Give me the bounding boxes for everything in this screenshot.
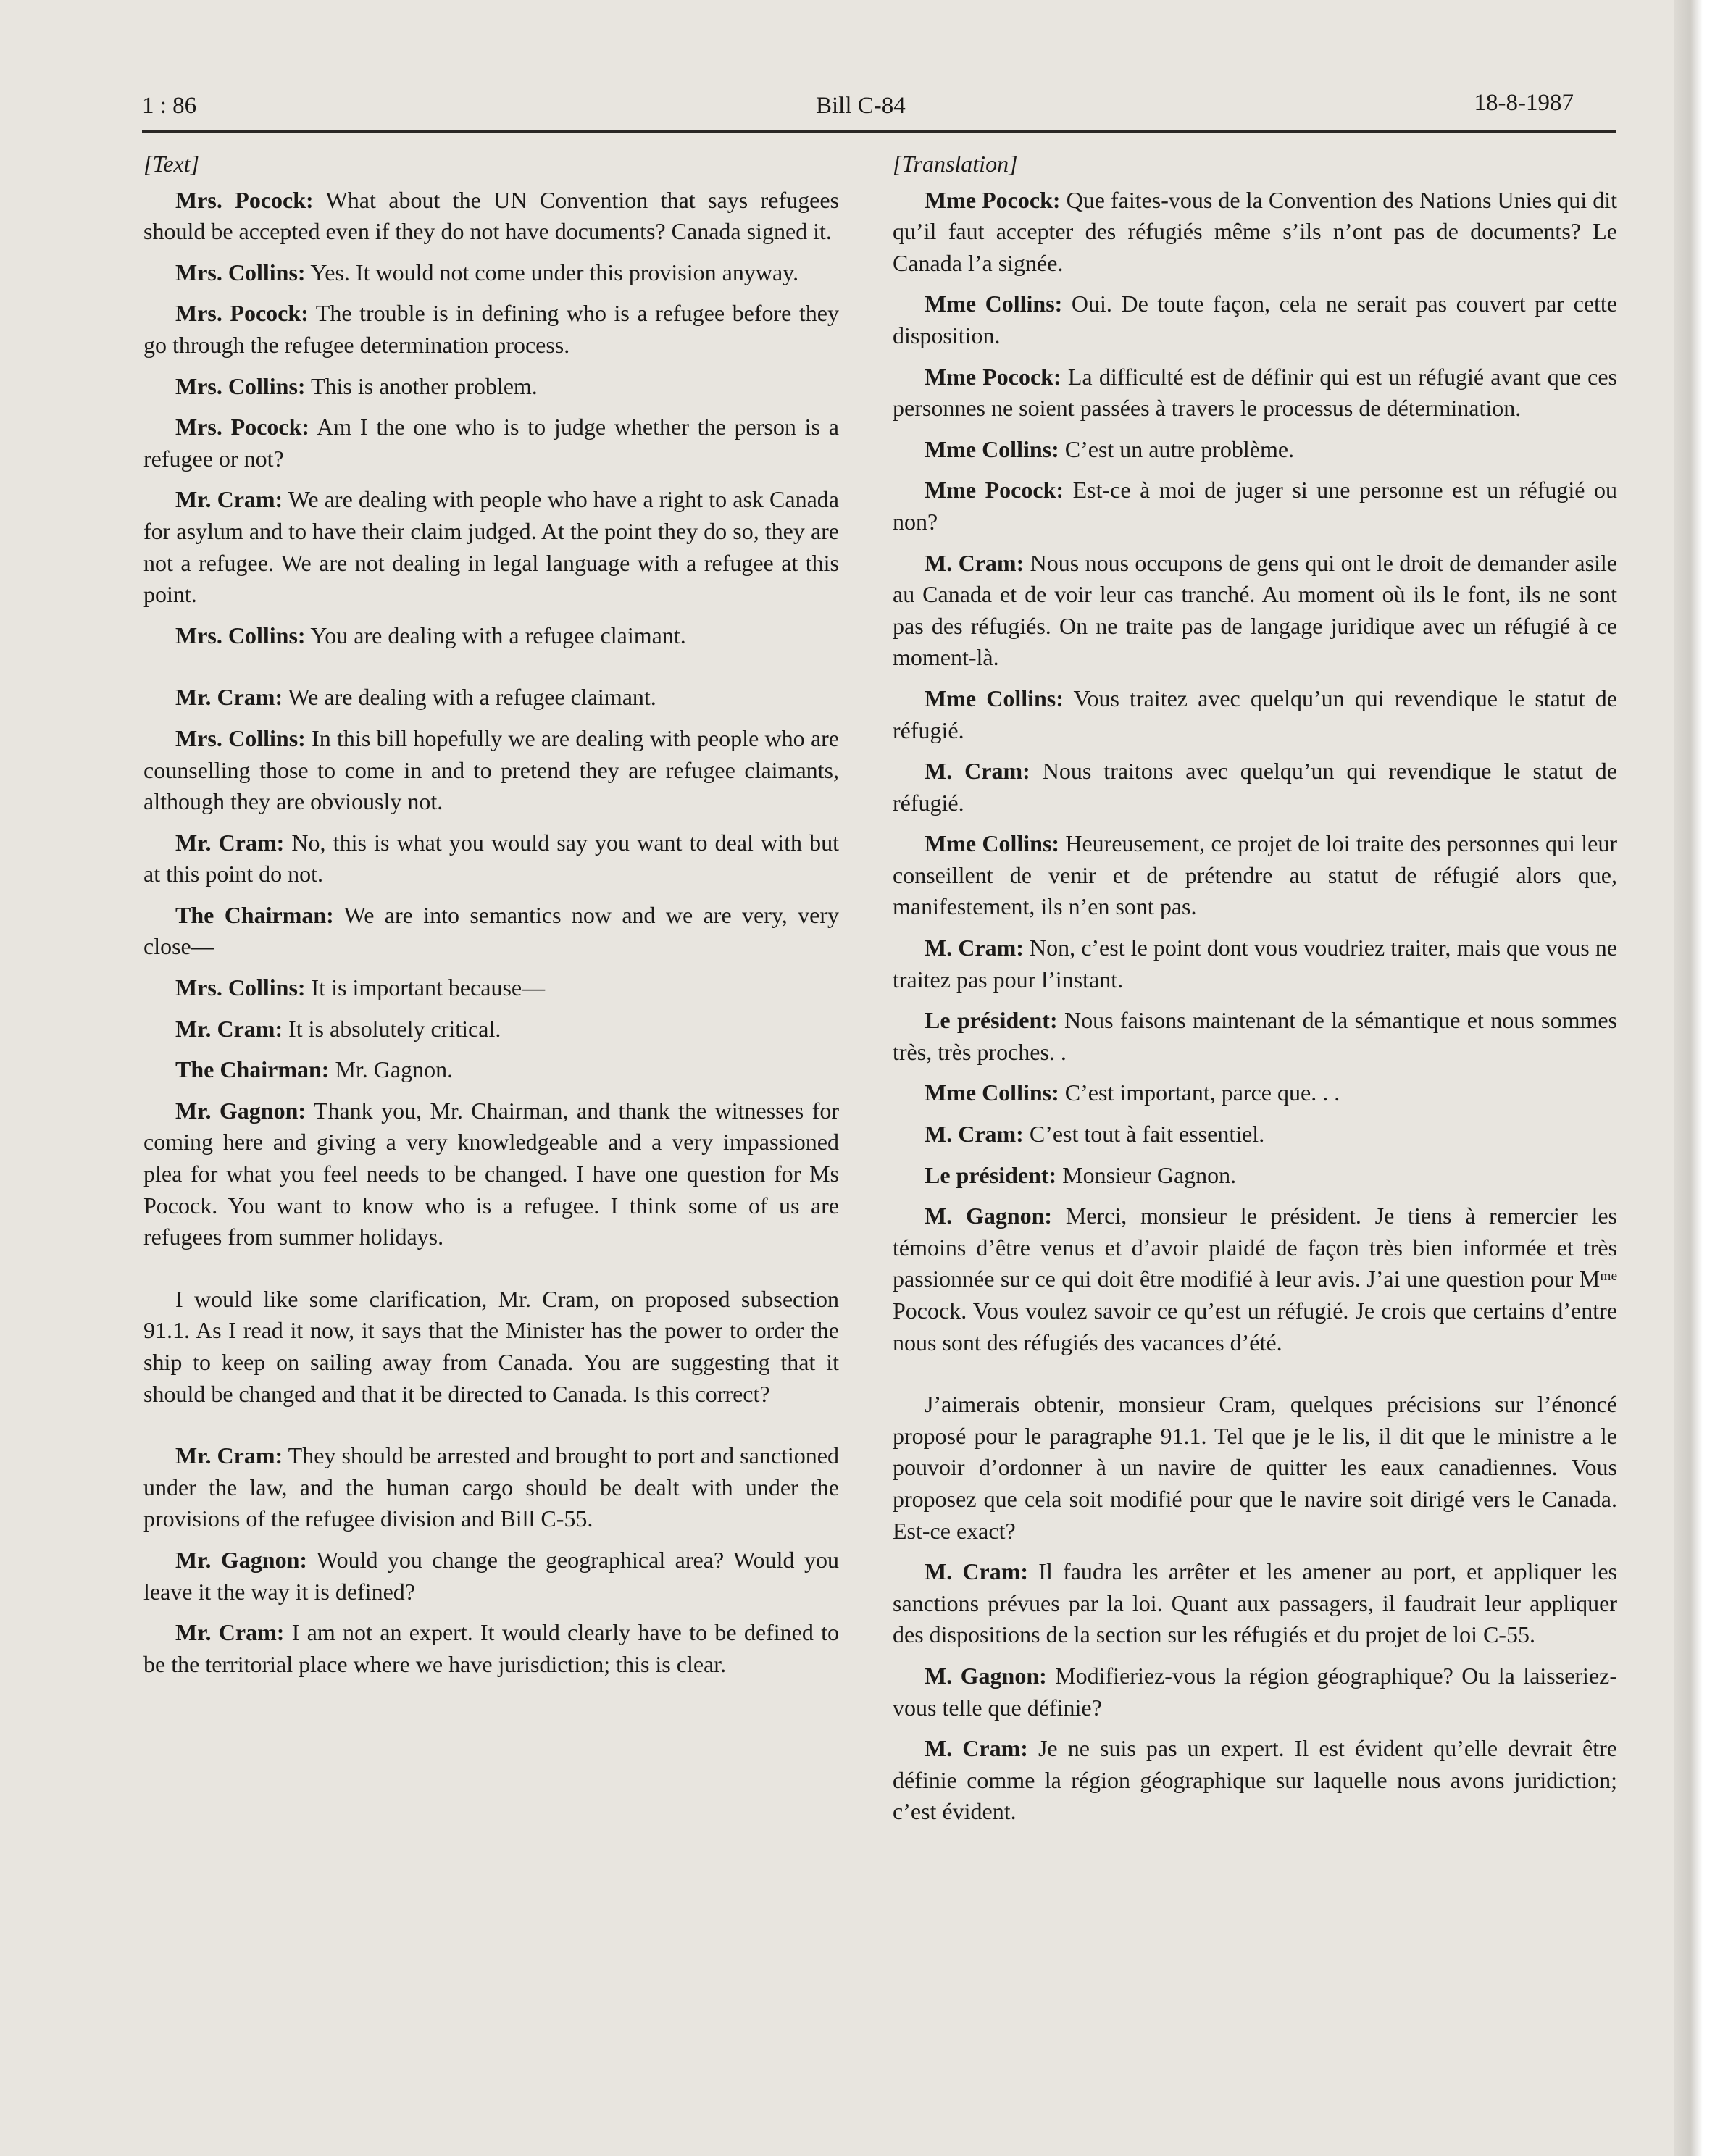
speech-text: Nous nous occupons de gens qui ont le droit de demander asile au Canada et de voir leur cas tranché. Au moment où ils le font, ils ne sont pas des réfugiés. On ne traite pas de langage juridique avec un réfugié à ce moment-là. (893, 549, 1618, 671)
page-number: 1 : 86 (142, 93, 197, 119)
speech-text: Je ne suis pas un expert. Il est évident qu’elle devrait être définie comme la région géographique sur laquelle nous avons juridiction; c’est évident. (893, 1735, 1618, 1825)
transcript-paragraph (893, 1389, 1617, 1547)
speech-text: Nous traitons avec quelqu’un qui revendique le statut de réfugié. (893, 758, 1618, 816)
transcript-paragraph (893, 362, 1617, 425)
speaker-name: Mrs. Collins: (175, 622, 306, 648)
speaker-name: Mr. Cram: (175, 829, 285, 856)
speaker-name: Mme Pocock: (925, 477, 1064, 504)
transcript-paragraph (893, 548, 1617, 674)
speech-text: They should be arrested and brought to port and sanctioned under the law, and the human cargo should be dealt with under the provisions of the refugee division and Bill C-55. (143, 1442, 839, 1532)
speaker-name: Mrs. Collins: (175, 974, 306, 1001)
speech-text: Que faites-vous de la Convention des Nations Unies qui dit qu’il faut accepter des réfugiés même s’ils n’ont pas de documents? Le Canada l’a signée. (893, 186, 1618, 276)
transcript-paragraph (143, 1545, 839, 1608)
speaker-name: Mr. Gagnon: (175, 1546, 308, 1573)
speech-text: The trouble is in defining who is a refugee before they go through the refugee determination process. (143, 300, 840, 358)
transcript-paragraph (143, 371, 839, 403)
speech-text: Il faudra les arrêter et les amener au port, et appliquer les sanctions prévues par la loi. Quant aux passagers, il faudrait leur appliquer des dispositions de la section sur les réfugiés et du projet de loi C-55. (893, 1558, 1618, 1648)
speech-text: Am I the one who is to judge whether the person is a refugee or not? (143, 414, 840, 472)
speech-text: Monsieur Gagnon. (1056, 1161, 1237, 1188)
text-tag: [Text] (143, 151, 200, 177)
speaker-name: Mrs. Collins: (175, 259, 306, 285)
speech-text: We are into semantics now and we are very, very close— (143, 901, 840, 960)
speaker-name: Mme Collins: (925, 830, 1060, 857)
speaker-name: Le président: (925, 1007, 1058, 1034)
speech-text: What about the UN Convention that says refugees should be accepted even if they do not have documents? Canada signed it. (143, 186, 840, 245)
speech-text: Oui. De toute façon, cela ne serait pas couvert par cette disposition. (893, 291, 1618, 348)
speech-text: Nous faisons maintenant de la sémantique et nous sommes très, très proches. . (893, 1007, 1618, 1065)
transcript-paragraph (893, 932, 1617, 995)
speaker-name: M. Gagnon: (925, 1203, 1053, 1229)
speech-text: Merci, monsieur le président. Je tiens à remercier les témoins d’être venus et d’avoir plaidé de façon très bien informée et très passionnée sur ce qui doit être modifié à leur avis. J’ai une question pour Mᵐᵉ Pocock. Vous voulez savoir ce qu’est un réfugié. Je crois que certains d’entre nous sont des réfugiés des vacances d’été. (893, 1203, 1618, 1355)
transcript-paragraph (143, 1054, 839, 1086)
speaker-name: The Chairman: (175, 1056, 330, 1083)
speech-text: It is important because— (305, 974, 546, 1001)
transcript-paragraph (893, 434, 1617, 466)
speech-text: C’est tout à fait essentiel. (1023, 1121, 1265, 1148)
speaker-name: M. Gagnon: (925, 1662, 1047, 1689)
speaker-name: M. Cram: (925, 1121, 1024, 1148)
speaker-name: Mr. Cram: (175, 1619, 285, 1646)
speech-text: No, this is what you would say you want to deal with but at this point do not. (143, 829, 839, 887)
speech-text: You are dealing with a refugee claimant. (305, 622, 686, 648)
speech-text: Non, c’est le point dont vous voudriez traiter, mais que vous ne traitez pas pour l’instant. (893, 935, 1618, 993)
transcript-paragraph (143, 185, 839, 248)
transcript-paragraph (143, 682, 839, 714)
speaker-name: Mrs. Pocock: (175, 300, 309, 327)
speaker-name: Mr. Cram: (175, 1442, 283, 1469)
speech-text: I would like some clarification, Mr. Cram, on proposed subsection 91.1. As I read it now, it says that the Minister has the power to order the ship to keep on sailing away from Canada. You are suggesting that it should be changed and that it be directed to Canada. Is this correct? (143, 1285, 839, 1407)
transcript-paragraph (143, 972, 839, 1004)
speaker-name: M. Cram: (925, 1735, 1028, 1762)
transcript-paragraph (143, 411, 839, 475)
speech-text: C’est important, parce que. . . (1059, 1079, 1340, 1106)
page-header (142, 85, 1574, 129)
transcript-paragraph (893, 756, 1617, 819)
speaker-name: M. Cram: (925, 1558, 1029, 1585)
translation-tag: [Translation] (893, 151, 1018, 177)
speech-text: Modifieriez-vous la région géographique? Ou la laisseriez-vous telle que définie? (893, 1662, 1618, 1721)
speaker-name: Mrs. Pocock: (175, 186, 314, 213)
transcript-paragraph (143, 484, 839, 610)
speech-text: Est-ce à moi de juger si une personne est un réfugié ou non? (893, 477, 1618, 535)
page-edge (1674, 0, 1715, 2156)
speaker-name: Mrs. Collins: (175, 724, 306, 751)
transcript-paragraph (893, 1660, 1617, 1723)
header-rule (142, 130, 1616, 133)
speech-text: Yes. It would not come under this provision anyway. (305, 259, 799, 285)
speaker-name: Le président: (925, 1161, 1057, 1188)
speaker-name: Mme Pocock: (925, 186, 1061, 213)
transcript-paragraph (893, 828, 1617, 923)
transcript-paragraph (143, 723, 839, 818)
transcript-paragraph (893, 1733, 1617, 1828)
speech-text: J’aimerais obtenir, monsieur Cram, quelques précisions sur l’énoncé proposé pour le paragraphe 91.1. Tel que je le lis, il dit que le ministre a le pouvoir d’ordonner à un navire de quitter les eaux canadiennes. Vous proposez que cela soit modifié pour que le navire soit dirigé vers le Canada. Est-ce exact? (893, 1391, 1617, 1544)
transcript-paragraph (143, 827, 839, 890)
transcript-paragraph (143, 257, 839, 289)
running-title: Bill C-84 (816, 93, 906, 119)
speaker-name: Mr. Gagnon: (175, 1097, 306, 1124)
speaker-name: Mrs. Pocock: (175, 414, 310, 440)
speech-text: Heureusement, ce projet de loi traite des personnes qui leur conseillent de venir et de prétendre au statut de réfugié alors que, manifestement, ils n’en sont pas. (893, 830, 1618, 920)
transcript-paragraph (143, 1014, 839, 1045)
header-date: 18-8-1987 (1474, 90, 1574, 116)
speech-text: Mr. Gagnon. (329, 1056, 454, 1083)
speech-text: Thank you, Mr. Chairman, and thank the witnesses for coming here and giving a very knowledgeable and a very impassioned plea for what you feel needs to be changed. I have one question for Ms Pocock. You want to know who is a refugee. I think some of us are refugees from summer holidays. (143, 1097, 840, 1250)
transcript-paragraph (143, 620, 839, 652)
transcript-paragraph (893, 1200, 1617, 1358)
speaker-name: Mme Collins: (925, 685, 1064, 711)
transcript-paragraph (143, 900, 839, 963)
speech-text: This is another problem. (305, 372, 538, 399)
speaker-name: M. Cram: (925, 758, 1030, 785)
transcript-paragraph (143, 1440, 839, 1535)
speaker-name: Mr. Cram: (175, 486, 283, 513)
speech-text: Would you change the geographical area? Would you leave it the way it is defined? (143, 1546, 840, 1605)
transcript-paragraph (143, 298, 839, 361)
french-column (893, 149, 1617, 1837)
speech-text: C’est un autre problème. (1059, 435, 1295, 462)
speaker-name: M. Cram: (925, 935, 1024, 961)
transcript-paragraph (893, 1556, 1617, 1651)
transcript-paragraph (143, 1617, 839, 1680)
speaker-name: Mr. Cram: (175, 1015, 283, 1042)
speech-text: In this bill hopefully we are dealing with people who are counselling those to come in and to pretend they are refugee claimants, although they are obviously not. (143, 724, 840, 815)
speaker-name: M. Cram: (925, 549, 1025, 576)
transcript-paragraph (893, 1119, 1617, 1150)
speaker-name: The Chairman: (175, 901, 334, 928)
speaker-name: Mr. Cram: (175, 684, 283, 711)
speech-text: I am not an expert. It would clearly have to be defined to be the territorial place where we have jurisdiction; this is clear. (143, 1619, 840, 1677)
transcript-paragraph (893, 1160, 1617, 1192)
speech-text: It is absolutely critical. (283, 1015, 501, 1042)
speech-text: We are dealing with a refugee claimant. (283, 684, 656, 711)
transcript-paragraph (893, 185, 1617, 280)
transcript-paragraph (893, 475, 1617, 538)
speech-text: We are dealing with people who have a right to ask Canada for asylum and to have their claim judged. At the point they do so, they are not a refugee. We are not dealing in legal language with a refugee at this point. (143, 486, 840, 608)
english-column (143, 149, 839, 1689)
transcript-paragraph (143, 1095, 839, 1253)
speaker-name: Mme Collins: (925, 291, 1063, 317)
speech-text: Vous traitez avec quelqu’un qui revendique le statut de réfugié. (893, 685, 1618, 743)
transcript-paragraph (143, 1284, 839, 1410)
speaker-name: Mme Collins: (925, 435, 1059, 462)
speaker-name: Mrs. Collins: (175, 372, 306, 399)
transcript-paragraph (893, 1005, 1617, 1068)
transcript-paragraph (893, 288, 1617, 351)
transcript-paragraph (893, 1077, 1617, 1109)
transcript-paragraph (893, 683, 1617, 746)
speaker-name: Mme Collins: (925, 1079, 1059, 1106)
speech-text: La difficulté est de définir qui est un réfugié avant que ces personnes ne soient passées à travers le processus de détermination. (893, 363, 1618, 422)
speaker-name: Mme Pocock: (925, 363, 1061, 390)
